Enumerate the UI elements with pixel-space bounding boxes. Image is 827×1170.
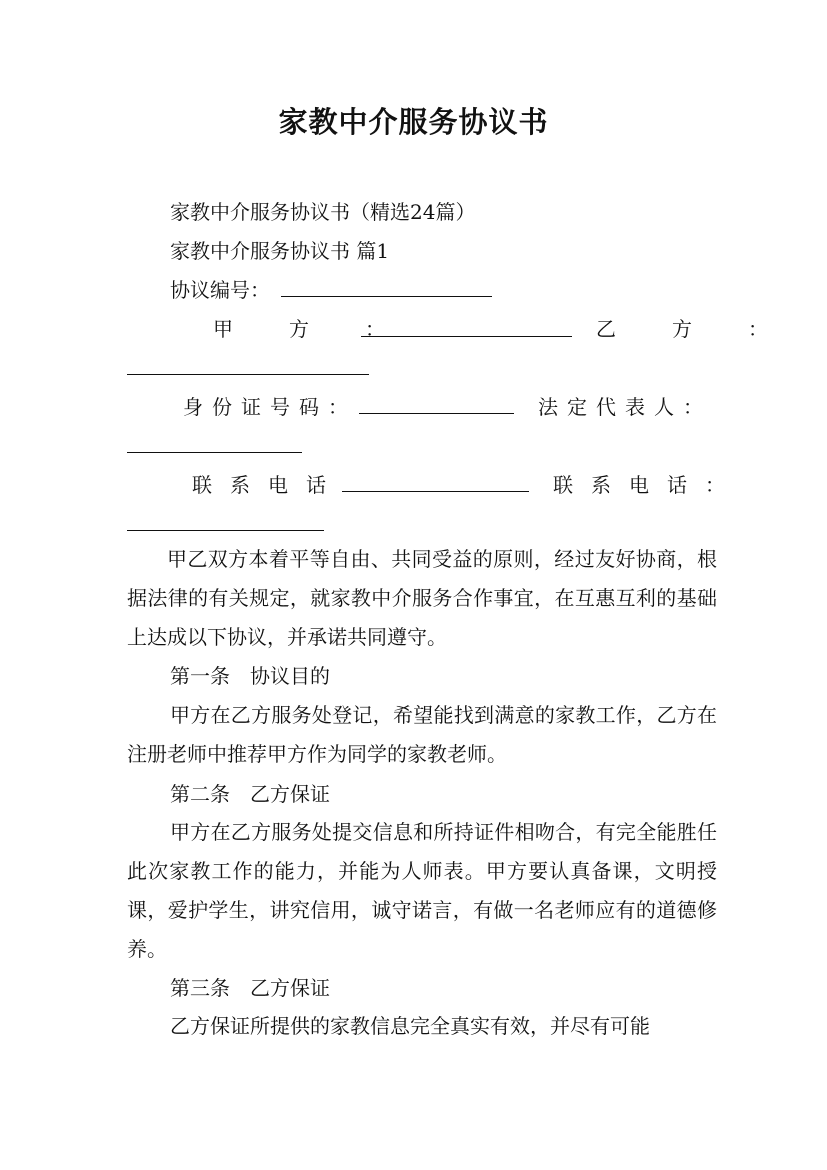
phone-a-blank bbox=[342, 491, 529, 492]
article1-heading: 第一条 协议目的 bbox=[170, 664, 330, 688]
phone-label-a: 联系电话 bbox=[192, 473, 344, 497]
id-number-blank bbox=[359, 413, 514, 414]
document-subtitle: 家教中介服务协议书（精选24篇） bbox=[170, 200, 476, 224]
party-b-blank bbox=[127, 374, 369, 375]
agreement-no-blank bbox=[281, 296, 492, 297]
party-a-blank bbox=[361, 336, 572, 337]
phone-label-b: 联系电话： bbox=[553, 473, 743, 497]
party-b-label: 乙 方 ： bbox=[596, 317, 786, 341]
article2-paragraph: 甲方在乙方服务处提交信息和所持证件相吻合，有完全能胜任此次家教工作的能力，并能为人师表。甲方要认真备课，文明授课，爱护学生，讲究信用，诚守诺言，有做一名老师应有的道德修养。 bbox=[127, 820, 717, 961]
id-number-label: 身份证号码： bbox=[183, 395, 357, 419]
section-heading: 家教中介服务协议书 篇1 bbox=[170, 239, 390, 263]
agreement-no-label: 协议编号： bbox=[170, 278, 270, 302]
party-a-label: 甲 方 ： bbox=[213, 317, 403, 341]
article2-heading: 第二条 乙方保证 bbox=[170, 782, 330, 806]
document-title: 家教中介服务协议书 bbox=[278, 105, 549, 139]
article1-paragraph: 甲方在乙方服务处登记，希望能找到满意的家教工作，乙方在注册老师中推荐甲方作为同学的家教老师。 bbox=[127, 703, 717, 766]
legal-rep-label: 法定代表人： bbox=[538, 395, 712, 419]
phone-b-blank bbox=[127, 530, 324, 531]
legal-rep-blank bbox=[127, 452, 302, 453]
article3-heading: 第三条 乙方保证 bbox=[170, 976, 330, 1000]
intro-paragraph: 甲乙双方本着平等自由、共同受益的原则，经过友好协商，根据法律的有关规定，就家教中介服务合作事宜，在互惠互利的基础上达成以下协议，并承诺共同遵守。 bbox=[127, 547, 717, 649]
article3-paragraph: 乙方保证所提供的家教信息完全真实有效，并尽有可能 bbox=[170, 1014, 650, 1038]
